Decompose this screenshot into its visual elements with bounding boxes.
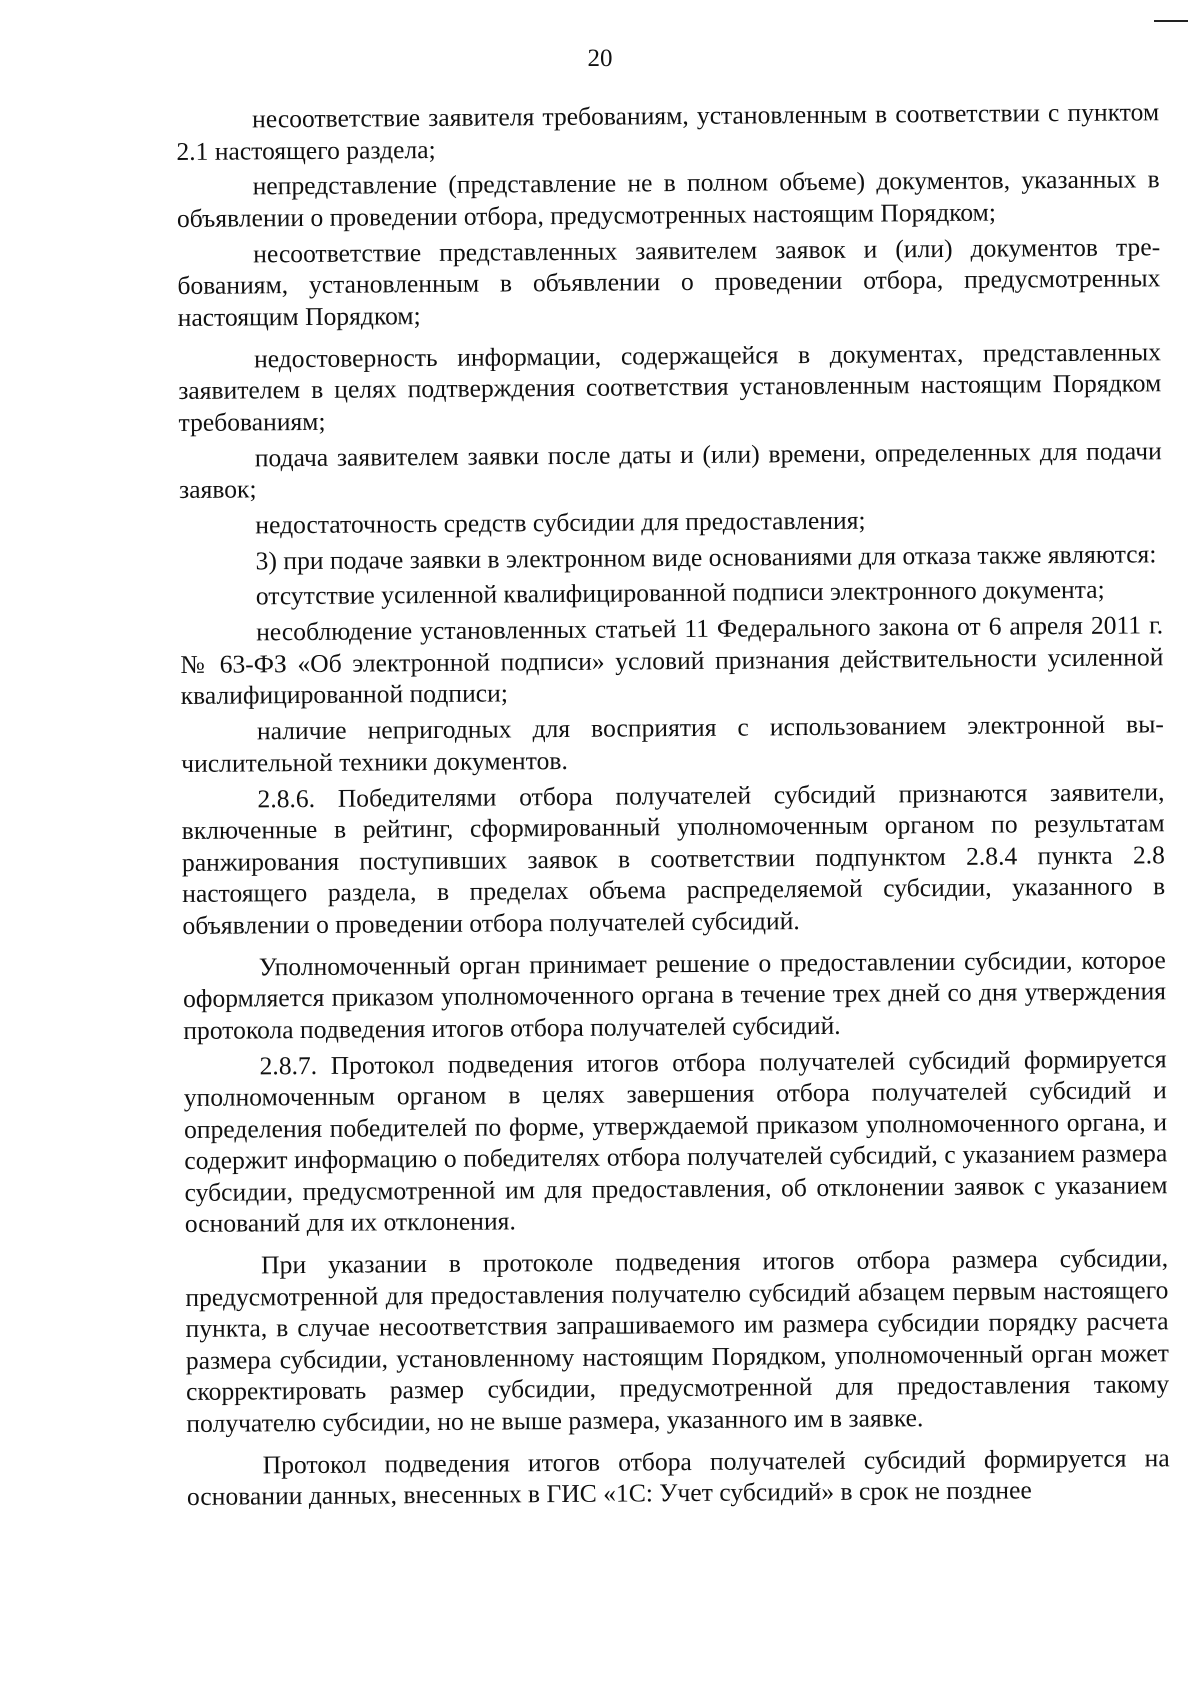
- paragraph-1: несоответствие заявителя требованиям, установленным в соответствии с пунктом 2.1 настоящего раздела;: [176, 97, 1160, 166]
- paragraph-6: недостаточность средств субсидии для предоставления;: [255, 505, 866, 540]
- corner-scan-mark: [1154, 20, 1188, 22]
- page-number: 20: [587, 45, 613, 72]
- paragraph-7: 3) при подаче заявки в электронном виде основаниями для отказа также являются:: [255, 538, 1157, 576]
- paragraph-15: Протокол подведения итогов отбора получателей субсидий формируется на основании данных, внесенных в ГИС «1С: Учет субсидий» в срок не позднее: [186, 1442, 1170, 1512]
- paragraph-2: непредставление (представление не в полном объеме) документов, указанных в объявлении о проведении отбора, предусмотренных настоящим Порядком;: [176, 164, 1160, 233]
- document-body: [176, 96, 1170, 1517]
- paragraph-9: несоблюдение установленных статьей 11 Федерального закона от 6 апреля 2011 г. № 63-ФЗ «Об электронной подписи» условий признания действительности усиленной квалифицированной подписи;: [180, 610, 1164, 711]
- paragraph-4: недостоверность информации, содержащейся в документах, представленных заявителем в целях подтверждения соответствия установленным настоящим Порядком требованиям;: [178, 336, 1162, 437]
- paragraph-11: 2.8.6. Победителями отбора получателей субсидий признаются заявители, включенные в рейтинг, сформированный уполномоченным органом по результатам ранжирования поступивших заявок в соответствии подпунктом 2.8.4 пункта 2.8 настоящего раздела, в пределах объема распределяемой субсидии, указанного в объявлении о проведении отбора получателей субсидий.: [181, 776, 1166, 940]
- paragraph-8: отсутствие усиленной квалифицированной подписи электронного документа;: [255, 575, 1105, 611]
- paragraph-5: подача заявителем заявки после даты и (или) времени, определенных для подачи заявок;: [178, 435, 1162, 505]
- paragraph-13: 2.8.7. Протокол подведения итогов отбора получателей субсидий формируется уполномоченным органом в целях завершения отбора получателей субсидий и определения победителей по форме, утверждаемой приказом уполномоченного органа, и содержит информацию о победителях отбора получателей субсидий, с указанием размера субсидии, предусмотренной им для предоставления, об отклонении заявок с указанием оснований для их отклонения.: [183, 1043, 1168, 1239]
- paragraph-14: При указании в протоколе подведения итогов отбора размера субсидии, предусмотренной для предоставления получателю субсидий абзацем первым настоящего пункта, в случае несоответствия запрашиваемого им размера субсидии порядку расчета размера субсидии, установленному настоящим Порядком, уполномоченный орган может скорректировать размер субсидии, предусмотренной для предоставления такому получателю субсидии, но не выше размера, указанного им в заявке.: [185, 1243, 1170, 1438]
- paragraph-12: Уполномоченный орган принимает решение о предоставлении субсидии, которое оформляется приказом уполномоченного органа в течение трех дней со дня утверждения протокола подведения итогов отбора получателей субсидий.: [182, 944, 1167, 1045]
- paragraph-3: несоответствие представленных заявителем заявок и (или) документов требованиям, установленным в объявлении о проведении отбора, предусмотренных настоящим Порядком;: [177, 232, 1161, 332]
- paragraph-10: наличие непригодных для восприятия с использованием электронной вычислительной техники документов.: [181, 709, 1165, 778]
